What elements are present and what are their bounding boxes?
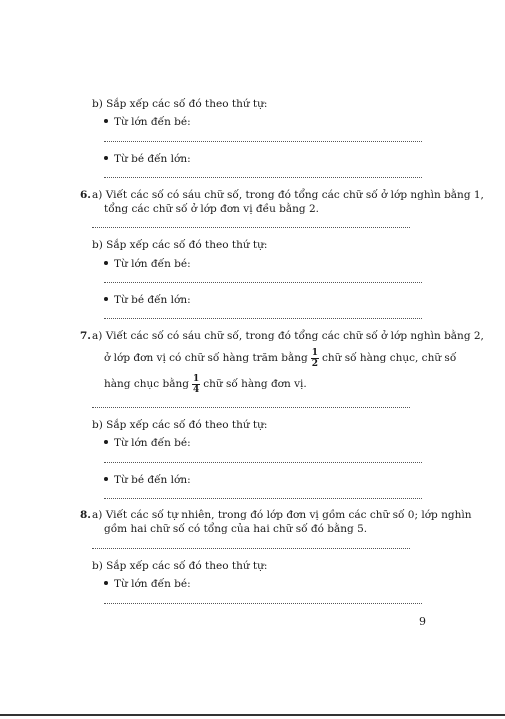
text-fragment: hàng chục bằng — [104, 378, 189, 390]
fraction-denominator: 4 — [192, 384, 200, 395]
exercise-7-text-line3 — [104, 372, 307, 396]
fraction-numerator: 1 — [311, 347, 318, 358]
exercise-7-text-line1: a) Viết các số có sáu chữ số, trong đó tổng các chữ số ở lớp nghìn bằng 2, — [92, 330, 484, 342]
sort-instruction: b) Sắp xếp các số đó theo thứ tự: — [92, 239, 268, 251]
answer-line[interactable] — [104, 282, 422, 283]
answer-line[interactable] — [92, 407, 410, 408]
desc-order-label: Từ lớn đến bé: — [114, 258, 191, 270]
desc-order-label: Từ lớn đến bé: — [114, 437, 191, 449]
exercise-6-text-line2: tổng các chữ số ở lớp đơn vị đều bằng 2. — [104, 203, 319, 215]
bullet-icon — [104, 581, 108, 585]
desc-order-item — [104, 116, 191, 129]
fraction-denominator: 2 — [311, 358, 318, 369]
desc-order-item — [104, 258, 191, 271]
bullet-icon — [104, 119, 108, 123]
text-fragment: chữ số hàng chục, chữ số — [321, 352, 457, 364]
answer-line[interactable] — [104, 318, 422, 319]
asc-order-item — [104, 474, 191, 487]
desc-order-label: Từ lớn đến bé: — [114, 578, 191, 590]
bullet-icon — [104, 156, 108, 160]
bullet-icon — [104, 477, 108, 481]
fraction-one-half — [311, 348, 319, 369]
answer-line[interactable] — [104, 177, 422, 178]
fraction-one-quarter — [192, 374, 200, 395]
exercise-7-text-line2 — [104, 346, 456, 370]
bullet-icon — [104, 440, 108, 444]
fraction-numerator: 1 — [192, 373, 200, 384]
answer-line[interactable] — [104, 462, 422, 463]
sort-instruction: b) Sắp xếp các số đó theo thứ tự: — [92, 419, 268, 431]
asc-order-label: Từ bé đến lớn: — [114, 153, 191, 165]
asc-order-item — [104, 294, 191, 307]
desc-order-item — [104, 437, 191, 450]
asc-order-label: Từ bé đến lớn: — [114, 294, 191, 306]
text-fragment: chữ số hàng đơn vị. — [203, 378, 307, 390]
exercise-6-text-line1: a) Viết các số có sáu chữ số, trong đó tổng các chữ số ở lớp nghìn bằng 1, — [92, 189, 484, 201]
exercise-8-number: 8. — [80, 509, 91, 521]
exercise-7-number: 7. — [80, 330, 91, 342]
text-fragment: ở lớp đơn vị có chữ số hàng trăm bằng — [104, 352, 308, 364]
exercise-8-text-line2: gồm hai chữ số có tổng của hai chữ số đó bằng 5. — [104, 523, 368, 535]
answer-line[interactable] — [92, 548, 410, 549]
desc-order-item — [104, 578, 191, 591]
answer-line[interactable] — [104, 603, 422, 604]
answer-line[interactable] — [104, 141, 422, 142]
answer-line[interactable] — [104, 498, 422, 499]
exercise-6-number: 6. — [80, 189, 91, 201]
asc-order-item — [104, 153, 191, 166]
exercise-8-text-line1: a) Viết các số tự nhiên, trong đó lớp đơn vị gồm các chữ số 0; lớp nghìn — [92, 509, 472, 521]
bullet-icon — [104, 261, 108, 265]
bottom-border — [0, 714, 505, 716]
page-number: 9 — [419, 615, 426, 628]
asc-order-label: Từ bé đến lớn: — [114, 474, 191, 486]
sort-instruction: b) Sắp xếp các số đó theo thứ tự: — [92, 98, 268, 110]
sort-instruction: b) Sắp xếp các số đó theo thứ tự: — [92, 560, 268, 572]
answer-line[interactable] — [92, 227, 410, 228]
desc-order-label: Từ lớn đến bé: — [114, 116, 191, 128]
bullet-icon — [104, 297, 108, 301]
